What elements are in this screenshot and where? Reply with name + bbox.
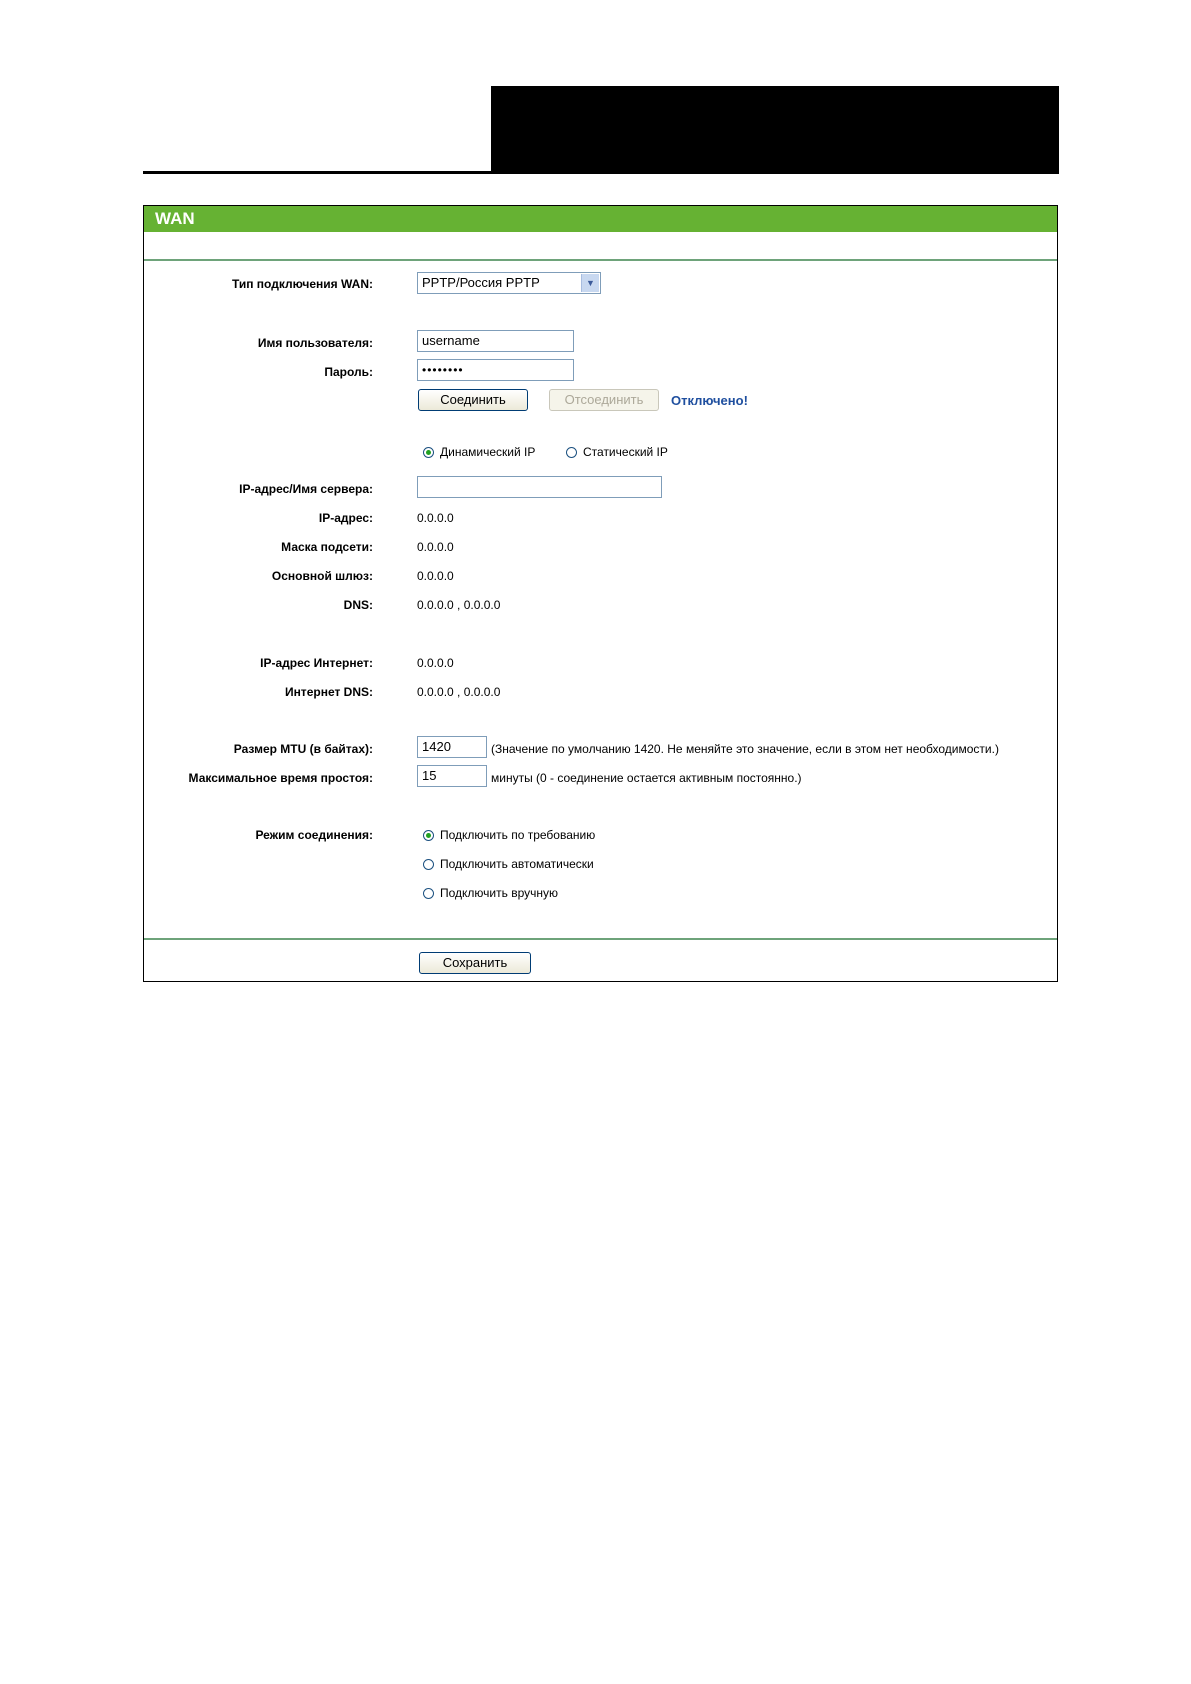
internet-ip-value: 0.0.0.0 [417, 656, 454, 670]
connection-mode-label: Режим соединения: [255, 828, 373, 842]
radio-manual-circle[interactable] [423, 888, 434, 899]
subnet-mask-label: Маска подсети: [281, 540, 373, 554]
bottom-separator [144, 938, 1057, 940]
radio-on-demand-circle[interactable] [423, 830, 434, 841]
connection-status: Отключено! [671, 393, 748, 408]
idle-time-input[interactable]: 15 [417, 765, 487, 787]
radio-on-demand[interactable] [423, 828, 595, 842]
server-input[interactable] [417, 476, 662, 498]
radio-dynamic-ip-label: Динамический IP [440, 445, 536, 459]
idle-time-label: Максимальное время простоя: [188, 771, 373, 785]
ip-address-label: IP-адрес: [318, 511, 373, 525]
radio-static-ip-label: Статический IP [583, 445, 668, 459]
radio-auto-circle[interactable] [423, 859, 434, 870]
wan-settings-panel [143, 205, 1058, 982]
chevron-down-icon[interactable]: ▼ [581, 274, 599, 292]
save-button[interactable]: Сохранить [419, 952, 531, 974]
subnet-mask-value: 0.0.0.0 [417, 540, 454, 554]
radio-auto[interactable] [423, 857, 594, 871]
gateway-label: Основной шлюз: [271, 569, 373, 583]
radio-manual[interactable] [423, 886, 558, 900]
mtu-input[interactable]: 1420 [417, 736, 487, 758]
server-label: IP-адрес/Имя сервера: [239, 482, 373, 496]
username-label: Имя пользователя: [257, 336, 373, 350]
top-separator [144, 259, 1057, 261]
radio-manual-label: Подключить вручную [440, 886, 558, 900]
password-input[interactable]: •••••••• [417, 359, 574, 381]
connect-button[interactable]: Соединить [418, 389, 528, 411]
username-input[interactable]: username [417, 330, 574, 352]
panel-title: WAN [144, 206, 1057, 232]
ip-address-value: 0.0.0.0 [417, 511, 454, 525]
radio-static-ip[interactable] [566, 445, 668, 459]
disconnect-button[interactable]: Отсоединить [549, 389, 659, 411]
password-label: Пароль: [324, 365, 373, 379]
mtu-hint: (Значение по умолчанию 1420. Не меняйте это значение, если в этом нет необходимости.) [491, 742, 999, 756]
dns-value: 0.0.0.0 , 0.0.0.0 [417, 598, 501, 612]
radio-dynamic-ip[interactable] [423, 445, 535, 459]
wan-type-select[interactable] [417, 272, 601, 294]
dns-label: DNS: [343, 598, 373, 612]
gateway-value: 0.0.0.0 [417, 569, 454, 583]
wan-type-selected: PPTP/Россия PPTP [422, 275, 540, 290]
radio-static-ip-circle[interactable] [566, 447, 577, 458]
radio-on-demand-label: Подключить по требованию [440, 828, 596, 842]
document-header-rule [143, 171, 491, 174]
internet-dns-value: 0.0.0.0 , 0.0.0.0 [417, 685, 501, 699]
document-header-bar [491, 86, 1059, 174]
internet-ip-label: IP-адрес Интернет: [260, 656, 373, 670]
radio-dynamic-ip-circle[interactable] [423, 447, 434, 458]
mtu-label: Размер MTU (в байтах): [233, 742, 373, 756]
idle-time-hint: минуты (0 - соединение остается активным постоянно.) [491, 771, 802, 785]
wan-type-label: Тип подключения WAN: [231, 277, 373, 291]
internet-dns-label: Интернет DNS: [284, 685, 373, 699]
radio-auto-label: Подключить автоматически [440, 857, 594, 871]
